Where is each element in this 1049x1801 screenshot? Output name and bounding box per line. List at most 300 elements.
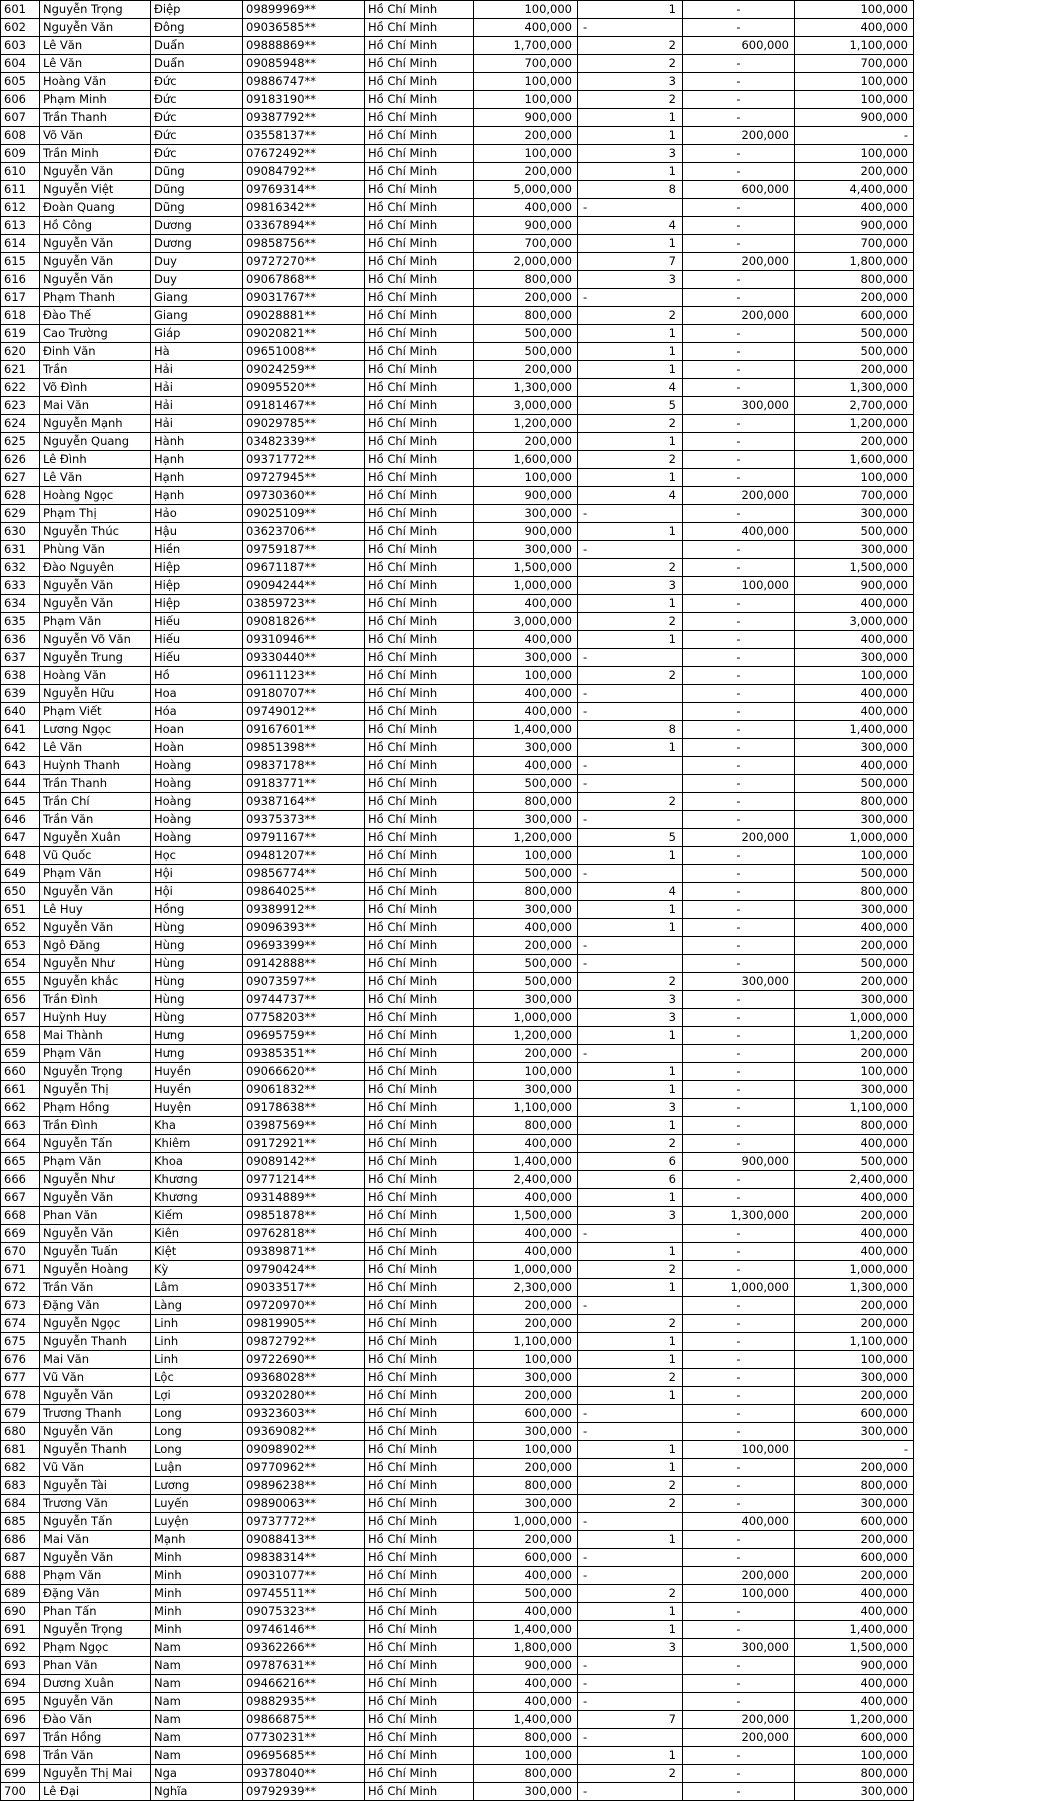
city-cell[interactable]: Hồ Chí Minh [365, 991, 474, 1009]
city-cell[interactable]: Hồ Chí Minh [365, 721, 474, 739]
first-name-cell[interactable]: Hoàn [151, 739, 243, 757]
first-name-cell[interactable]: Nam [151, 1729, 243, 1747]
count-cell[interactable]: 1 [578, 1081, 683, 1099]
phone-number-cell[interactable]: 09085948** [243, 55, 365, 73]
balance-cell[interactable]: 100,000 [795, 1, 914, 19]
last-middle-name-cell[interactable]: Phạm Thanh [40, 289, 151, 307]
city-cell[interactable]: Hồ Chí Minh [365, 1405, 474, 1423]
city-cell[interactable]: Hồ Chí Minh [365, 235, 474, 253]
deduction-cell[interactable]: - [683, 721, 795, 739]
city-cell[interactable]: Hồ Chí Minh [365, 793, 474, 811]
balance-cell[interactable]: 400,000 [795, 1243, 914, 1261]
count-cell[interactable]: 1 [578, 1603, 683, 1621]
row-number-cell[interactable]: 698 [1, 1747, 40, 1765]
deduction-cell[interactable]: - [683, 1549, 795, 1567]
phone-number-cell[interactable]: 09081826** [243, 613, 365, 631]
last-middle-name-cell[interactable]: Nguyễn Tấn [40, 1513, 151, 1531]
first-name-cell[interactable]: Hiền [151, 541, 243, 559]
city-cell[interactable]: Hồ Chí Minh [365, 1117, 474, 1135]
last-middle-name-cell[interactable]: Trương Thanh [40, 1405, 151, 1423]
last-middle-name-cell[interactable]: Nguyễn Văn [40, 271, 151, 289]
first-name-cell[interactable]: Làng [151, 1297, 243, 1315]
deduction-cell[interactable]: 200,000 [683, 253, 795, 271]
count-cell[interactable]: - [578, 757, 683, 775]
first-name-cell[interactable]: Hồng [151, 901, 243, 919]
last-middle-name-cell[interactable]: Trần Chí [40, 793, 151, 811]
deduction-cell[interactable]: - [683, 1, 795, 19]
row-number-cell[interactable]: 678 [1, 1387, 40, 1405]
city-cell[interactable]: Hồ Chí Minh [365, 1, 474, 19]
count-cell[interactable]: - [578, 1675, 683, 1693]
phone-number-cell[interactable]: 09142888** [243, 955, 365, 973]
row-number-cell[interactable]: 655 [1, 973, 40, 991]
count-cell[interactable]: 1 [578, 1027, 683, 1045]
first-name-cell[interactable]: Linh [151, 1351, 243, 1369]
last-middle-name-cell[interactable]: Nguyễn Văn [40, 19, 151, 37]
phone-number-cell[interactable]: 09098902** [243, 1441, 365, 1459]
balance-cell[interactable]: 200,000 [795, 1045, 914, 1063]
amount-cell[interactable]: 300,000 [474, 1423, 578, 1441]
phone-number-cell[interactable]: 09611123** [243, 667, 365, 685]
deduction-cell[interactable]: - [683, 1621, 795, 1639]
row-number-cell[interactable]: 670 [1, 1243, 40, 1261]
first-name-cell[interactable]: Hoàng [151, 811, 243, 829]
last-middle-name-cell[interactable]: Nguyễn Văn [40, 883, 151, 901]
city-cell[interactable]: Hồ Chí Minh [365, 847, 474, 865]
phone-number-cell[interactable]: 09031767** [243, 289, 365, 307]
first-name-cell[interactable]: Kiếm [151, 1207, 243, 1225]
deduction-cell[interactable]: - [683, 1477, 795, 1495]
city-cell[interactable]: Hồ Chí Minh [365, 1675, 474, 1693]
count-cell[interactable]: 8 [578, 721, 683, 739]
amount-cell[interactable]: 200,000 [474, 361, 578, 379]
phone-number-cell[interactable]: 09838314** [243, 1549, 365, 1567]
balance-cell[interactable]: 100,000 [795, 469, 914, 487]
row-number-cell[interactable]: 689 [1, 1585, 40, 1603]
count-cell[interactable]: 1 [578, 1243, 683, 1261]
first-name-cell[interactable]: Học [151, 847, 243, 865]
city-cell[interactable]: Hồ Chí Minh [365, 109, 474, 127]
count-cell[interactable]: 3 [578, 271, 683, 289]
row-number-cell[interactable]: 622 [1, 379, 40, 397]
last-middle-name-cell[interactable]: Nguyễn Ngọc [40, 1315, 151, 1333]
last-middle-name-cell[interactable]: Phạm Hồng [40, 1099, 151, 1117]
city-cell[interactable]: Hồ Chí Minh [365, 361, 474, 379]
count-cell[interactable]: 2 [578, 1495, 683, 1513]
city-cell[interactable]: Hồ Chí Minh [365, 415, 474, 433]
amount-cell[interactable]: 200,000 [474, 127, 578, 145]
last-middle-name-cell[interactable]: Võ Đình [40, 379, 151, 397]
phone-number-cell[interactable]: 09759187** [243, 541, 365, 559]
city-cell[interactable]: Hồ Chí Minh [365, 1315, 474, 1333]
first-name-cell[interactable]: Duẩn [151, 37, 243, 55]
row-number-cell[interactable]: 677 [1, 1369, 40, 1387]
balance-cell[interactable]: 300,000 [795, 1783, 914, 1801]
first-name-cell[interactable]: Khương [151, 1189, 243, 1207]
row-number-cell[interactable]: 684 [1, 1495, 40, 1513]
city-cell[interactable]: Hồ Chí Minh [365, 667, 474, 685]
city-cell[interactable]: Hồ Chí Minh [365, 523, 474, 541]
balance-cell[interactable]: 700,000 [795, 487, 914, 505]
row-number-cell[interactable]: 650 [1, 883, 40, 901]
phone-number-cell[interactable]: 09888869** [243, 37, 365, 55]
city-cell[interactable]: Hồ Chí Minh [365, 937, 474, 955]
city-cell[interactable]: Hồ Chí Minh [365, 1567, 474, 1585]
amount-cell[interactable]: 1,200,000 [474, 1027, 578, 1045]
phone-number-cell[interactable]: 09314889** [243, 1189, 365, 1207]
row-number-cell[interactable]: 643 [1, 757, 40, 775]
row-number-cell[interactable]: 607 [1, 109, 40, 127]
last-middle-name-cell[interactable]: Nguyễn Trọng [40, 1063, 151, 1081]
phone-number-cell[interactable]: 09787631** [243, 1657, 365, 1675]
city-cell[interactable]: Hồ Chí Minh [365, 1297, 474, 1315]
city-cell[interactable]: Hồ Chí Minh [365, 1729, 474, 1747]
balance-cell[interactable]: 300,000 [795, 1369, 914, 1387]
deduction-cell[interactable]: - [683, 991, 795, 1009]
amount-cell[interactable]: 2,000,000 [474, 253, 578, 271]
amount-cell[interactable]: 2,300,000 [474, 1279, 578, 1297]
count-cell[interactable]: 2 [578, 1315, 683, 1333]
phone-number-cell[interactable]: 09651008** [243, 343, 365, 361]
balance-cell[interactable]: 600,000 [795, 1513, 914, 1531]
deduction-cell[interactable]: - [683, 1765, 795, 1783]
first-name-cell[interactable]: Minh [151, 1567, 243, 1585]
amount-cell[interactable]: 1,000,000 [474, 1009, 578, 1027]
first-name-cell[interactable]: Hiệp [151, 595, 243, 613]
last-middle-name-cell[interactable]: Dương Xuân [40, 1675, 151, 1693]
count-cell[interactable]: - [578, 775, 683, 793]
phone-number-cell[interactable]: 09178638** [243, 1099, 365, 1117]
balance-cell[interactable]: 300,000 [795, 991, 914, 1009]
first-name-cell[interactable]: Hiếu [151, 631, 243, 649]
phone-number-cell[interactable]: 09389912** [243, 901, 365, 919]
amount-cell[interactable]: 300,000 [474, 1783, 578, 1801]
deduction-cell[interactable]: 200,000 [683, 1711, 795, 1729]
first-name-cell[interactable]: Nghĩa [151, 1783, 243, 1801]
count-cell[interactable]: 7 [578, 253, 683, 271]
count-cell[interactable]: 8 [578, 181, 683, 199]
balance-cell[interactable]: 500,000 [795, 955, 914, 973]
balance-cell[interactable]: 400,000 [795, 703, 914, 721]
first-name-cell[interactable]: Duy [151, 253, 243, 271]
deduction-cell[interactable]: - [683, 1243, 795, 1261]
amount-cell[interactable]: 300,000 [474, 739, 578, 757]
deduction-cell[interactable]: - [683, 1387, 795, 1405]
amount-cell[interactable]: 800,000 [474, 307, 578, 325]
phone-number-cell[interactable]: 09167601** [243, 721, 365, 739]
balance-cell[interactable]: 100,000 [795, 847, 914, 865]
first-name-cell[interactable]: Khiêm [151, 1135, 243, 1153]
first-name-cell[interactable]: Hạnh [151, 451, 243, 469]
row-number-cell[interactable]: 652 [1, 919, 40, 937]
deduction-cell[interactable]: - [683, 1009, 795, 1027]
amount-cell[interactable]: 200,000 [474, 1387, 578, 1405]
phone-number-cell[interactable]: 07730231** [243, 1729, 365, 1747]
deduction-cell[interactable]: 1,300,000 [683, 1207, 795, 1225]
deduction-cell[interactable]: - [683, 325, 795, 343]
phone-number-cell[interactable]: 09095520** [243, 379, 365, 397]
balance-cell[interactable]: 400,000 [795, 757, 914, 775]
city-cell[interactable]: Hồ Chí Minh [365, 1621, 474, 1639]
phone-number-cell[interactable]: 09033517** [243, 1279, 365, 1297]
balance-cell[interactable]: 900,000 [795, 109, 914, 127]
deduction-cell[interactable]: 200,000 [683, 127, 795, 145]
row-number-cell[interactable]: 646 [1, 811, 40, 829]
balance-cell[interactable]: 900,000 [795, 577, 914, 595]
deduction-cell[interactable]: 100,000 [683, 577, 795, 595]
phone-number-cell[interactable]: 09481207** [243, 847, 365, 865]
balance-cell[interactable]: 2,700,000 [795, 397, 914, 415]
deduction-cell[interactable]: - [683, 199, 795, 217]
row-number-cell[interactable]: 696 [1, 1711, 40, 1729]
phone-number-cell[interactable]: 09369082** [243, 1423, 365, 1441]
amount-cell[interactable]: 200,000 [474, 1459, 578, 1477]
row-number-cell[interactable]: 613 [1, 217, 40, 235]
deduction-cell[interactable]: - [683, 55, 795, 73]
balance-cell[interactable]: 300,000 [795, 1423, 914, 1441]
row-number-cell[interactable]: 641 [1, 721, 40, 739]
row-number-cell[interactable]: 611 [1, 181, 40, 199]
count-cell[interactable]: 3 [578, 73, 683, 91]
amount-cell[interactable]: 800,000 [474, 1477, 578, 1495]
deduction-cell[interactable]: - [683, 415, 795, 433]
first-name-cell[interactable]: Hậu [151, 523, 243, 541]
row-number-cell[interactable]: 628 [1, 487, 40, 505]
count-cell[interactable]: - [578, 937, 683, 955]
count-cell[interactable]: 5 [578, 829, 683, 847]
balance-cell[interactable]: 200,000 [795, 289, 914, 307]
first-name-cell[interactable]: Hành [151, 433, 243, 451]
row-number-cell[interactable]: 657 [1, 1009, 40, 1027]
amount-cell[interactable]: 1,100,000 [474, 1333, 578, 1351]
phone-number-cell[interactable]: 09695759** [243, 1027, 365, 1045]
last-middle-name-cell[interactable]: Nguyễn Văn [40, 1549, 151, 1567]
phone-number-cell[interactable]: 09387164** [243, 793, 365, 811]
amount-cell[interactable]: 600,000 [474, 1549, 578, 1567]
first-name-cell[interactable]: Linh [151, 1315, 243, 1333]
amount-cell[interactable]: 500,000 [474, 325, 578, 343]
count-cell[interactable]: 4 [578, 487, 683, 505]
amount-cell[interactable]: 200,000 [474, 433, 578, 451]
city-cell[interactable]: Hồ Chí Minh [365, 307, 474, 325]
last-middle-name-cell[interactable]: Huỳnh Huy [40, 1009, 151, 1027]
city-cell[interactable]: Hồ Chí Minh [365, 1657, 474, 1675]
amount-cell[interactable]: 400,000 [474, 1243, 578, 1261]
row-number-cell[interactable]: 631 [1, 541, 40, 559]
first-name-cell[interactable]: Dũng [151, 181, 243, 199]
row-number-cell[interactable]: 636 [1, 631, 40, 649]
last-middle-name-cell[interactable]: Phạm Văn [40, 1153, 151, 1171]
last-middle-name-cell[interactable]: Nguyễn Văn [40, 595, 151, 613]
phone-number-cell[interactable]: 09084792** [243, 163, 365, 181]
row-number-cell[interactable]: 647 [1, 829, 40, 847]
last-middle-name-cell[interactable]: Phan Văn [40, 1657, 151, 1675]
count-cell[interactable]: 1 [578, 1351, 683, 1369]
amount-cell[interactable]: 300,000 [474, 811, 578, 829]
city-cell[interactable]: Hồ Chí Minh [365, 1387, 474, 1405]
amount-cell[interactable]: 200,000 [474, 1045, 578, 1063]
deduction-cell[interactable]: - [683, 883, 795, 901]
amount-cell[interactable]: 400,000 [474, 199, 578, 217]
last-middle-name-cell[interactable]: Phạm Minh [40, 91, 151, 109]
row-number-cell[interactable]: 616 [1, 271, 40, 289]
city-cell[interactable]: Hồ Chí Minh [365, 1225, 474, 1243]
deduction-cell[interactable]: 600,000 [683, 181, 795, 199]
balance-cell[interactable]: 1,300,000 [795, 379, 914, 397]
count-cell[interactable]: 2 [578, 1585, 683, 1603]
deduction-cell[interactable]: 900,000 [683, 1153, 795, 1171]
amount-cell[interactable]: 400,000 [474, 703, 578, 721]
amount-cell[interactable]: 2,400,000 [474, 1171, 578, 1189]
count-cell[interactable]: 3 [578, 991, 683, 1009]
city-cell[interactable]: Hồ Chí Minh [365, 1243, 474, 1261]
phone-number-cell[interactable]: 09075323** [243, 1603, 365, 1621]
city-cell[interactable]: Hồ Chí Minh [365, 217, 474, 235]
city-cell[interactable]: Hồ Chí Minh [365, 1063, 474, 1081]
last-middle-name-cell[interactable]: Nguyễn Văn [40, 919, 151, 937]
amount-cell[interactable]: 1,000,000 [474, 1261, 578, 1279]
deduction-cell[interactable]: - [683, 289, 795, 307]
deduction-cell[interactable]: - [683, 703, 795, 721]
row-number-cell[interactable]: 609 [1, 145, 40, 163]
deduction-cell[interactable]: - [683, 757, 795, 775]
last-middle-name-cell[interactable]: Trần Văn [40, 811, 151, 829]
count-cell[interactable]: 4 [578, 379, 683, 397]
row-number-cell[interactable]: 632 [1, 559, 40, 577]
row-number-cell[interactable]: 659 [1, 1045, 40, 1063]
row-number-cell[interactable]: 601 [1, 1, 40, 19]
deduction-cell[interactable]: 200,000 [683, 1567, 795, 1585]
last-middle-name-cell[interactable]: Nguyễn Võ Văn [40, 631, 151, 649]
phone-number-cell[interactable]: 09371772** [243, 451, 365, 469]
row-number-cell[interactable]: 625 [1, 433, 40, 451]
deduction-cell[interactable]: 200,000 [683, 307, 795, 325]
first-name-cell[interactable]: Nga [151, 1765, 243, 1783]
phone-number-cell[interactable]: 09749012** [243, 703, 365, 721]
phone-number-cell[interactable]: 09856774** [243, 865, 365, 883]
deduction-cell[interactable]: 100,000 [683, 1441, 795, 1459]
first-name-cell[interactable]: Hùng [151, 973, 243, 991]
balance-cell[interactable]: 1,800,000 [795, 253, 914, 271]
count-cell[interactable]: 1 [578, 1621, 683, 1639]
amount-cell[interactable]: 1,500,000 [474, 1207, 578, 1225]
phone-number-cell[interactable]: 09089142** [243, 1153, 365, 1171]
phone-number-cell[interactable]: 09183190** [243, 91, 365, 109]
row-number-cell[interactable]: 633 [1, 577, 40, 595]
amount-cell[interactable]: 1,600,000 [474, 451, 578, 469]
phone-number-cell[interactable]: 09310946** [243, 631, 365, 649]
count-cell[interactable]: 2 [578, 91, 683, 109]
amount-cell[interactable]: 800,000 [474, 271, 578, 289]
count-cell[interactable]: 1 [578, 739, 683, 757]
first-name-cell[interactable]: Hiếu [151, 613, 243, 631]
city-cell[interactable]: Hồ Chí Minh [365, 703, 474, 721]
first-name-cell[interactable]: Lộc [151, 1369, 243, 1387]
city-cell[interactable]: Hồ Chí Minh [365, 181, 474, 199]
row-number-cell[interactable]: 669 [1, 1225, 40, 1243]
balance-cell[interactable]: 200,000 [795, 1387, 914, 1405]
last-middle-name-cell[interactable]: Nguyễn Văn [40, 1387, 151, 1405]
balance-cell[interactable]: 200,000 [795, 1531, 914, 1549]
city-cell[interactable]: Hồ Chí Minh [365, 1477, 474, 1495]
row-number-cell[interactable]: 615 [1, 253, 40, 271]
amount-cell[interactable]: 300,000 [474, 505, 578, 523]
row-number-cell[interactable]: 676 [1, 1351, 40, 1369]
phone-number-cell[interactable]: 09858756** [243, 235, 365, 253]
last-middle-name-cell[interactable]: Hoàng Ngọc [40, 487, 151, 505]
first-name-cell[interactable]: Duẩn [151, 55, 243, 73]
first-name-cell[interactable]: Nam [151, 1639, 243, 1657]
count-cell[interactable]: - [578, 811, 683, 829]
amount-cell[interactable]: 800,000 [474, 1765, 578, 1783]
city-cell[interactable]: Hồ Chí Minh [365, 1189, 474, 1207]
deduction-cell[interactable]: - [683, 1333, 795, 1351]
first-name-cell[interactable]: Mạnh [151, 1531, 243, 1549]
deduction-cell[interactable]: 300,000 [683, 397, 795, 415]
last-middle-name-cell[interactable]: Mai Văn [40, 1531, 151, 1549]
phone-number-cell[interactable]: 09727945** [243, 469, 365, 487]
row-number-cell[interactable]: 612 [1, 199, 40, 217]
last-middle-name-cell[interactable]: Nguyễn Thị [40, 1081, 151, 1099]
row-number-cell[interactable]: 645 [1, 793, 40, 811]
count-cell[interactable]: - [578, 1405, 683, 1423]
city-cell[interactable]: Hồ Chí Minh [365, 577, 474, 595]
first-name-cell[interactable]: Nam [151, 1693, 243, 1711]
count-cell[interactable]: 2 [578, 1135, 683, 1153]
phone-number-cell[interactable]: 09323603** [243, 1405, 365, 1423]
last-middle-name-cell[interactable]: Nguyễn Quang [40, 433, 151, 451]
deduction-cell[interactable]: - [683, 361, 795, 379]
amount-cell[interactable]: 900,000 [474, 217, 578, 235]
amount-cell[interactable]: 400,000 [474, 1693, 578, 1711]
balance-cell[interactable]: 200,000 [795, 433, 914, 451]
city-cell[interactable]: Hồ Chí Minh [365, 379, 474, 397]
row-number-cell[interactable]: 649 [1, 865, 40, 883]
balance-cell[interactable]: 200,000 [795, 1459, 914, 1477]
balance-cell[interactable]: 800,000 [795, 271, 914, 289]
deduction-cell[interactable]: - [683, 271, 795, 289]
amount-cell[interactable]: 400,000 [474, 631, 578, 649]
balance-cell[interactable]: 300,000 [795, 739, 914, 757]
row-number-cell[interactable]: 664 [1, 1135, 40, 1153]
balance-cell[interactable]: 300,000 [795, 541, 914, 559]
row-number-cell[interactable]: 662 [1, 1099, 40, 1117]
city-cell[interactable]: Hồ Chí Minh [365, 1081, 474, 1099]
deduction-cell[interactable]: - [683, 1405, 795, 1423]
count-cell[interactable]: 1 [578, 127, 683, 145]
balance-cell[interactable]: 1,000,000 [795, 829, 914, 847]
deduction-cell[interactable]: - [683, 649, 795, 667]
amount-cell[interactable]: 3,000,000 [474, 613, 578, 631]
row-number-cell[interactable]: 605 [1, 73, 40, 91]
balance-cell[interactable]: 2,400,000 [795, 1171, 914, 1189]
first-name-cell[interactable]: Hội [151, 865, 243, 883]
city-cell[interactable]: Hồ Chí Minh [365, 271, 474, 289]
last-middle-name-cell[interactable]: Nguyễn khắc [40, 973, 151, 991]
last-middle-name-cell[interactable]: Phan Tấn [40, 1603, 151, 1621]
first-name-cell[interactable]: Đức [151, 127, 243, 145]
city-cell[interactable]: Hồ Chí Minh [365, 1639, 474, 1657]
deduction-cell[interactable]: - [683, 1297, 795, 1315]
count-cell[interactable]: 1 [578, 523, 683, 541]
city-cell[interactable]: Hồ Chí Minh [365, 1711, 474, 1729]
amount-cell[interactable]: 300,000 [474, 901, 578, 919]
phone-number-cell[interactable]: 09771214** [243, 1171, 365, 1189]
count-cell[interactable]: 4 [578, 883, 683, 901]
phone-number-cell[interactable]: 09330440** [243, 649, 365, 667]
first-name-cell[interactable]: Long [151, 1441, 243, 1459]
amount-cell[interactable]: 100,000 [474, 847, 578, 865]
